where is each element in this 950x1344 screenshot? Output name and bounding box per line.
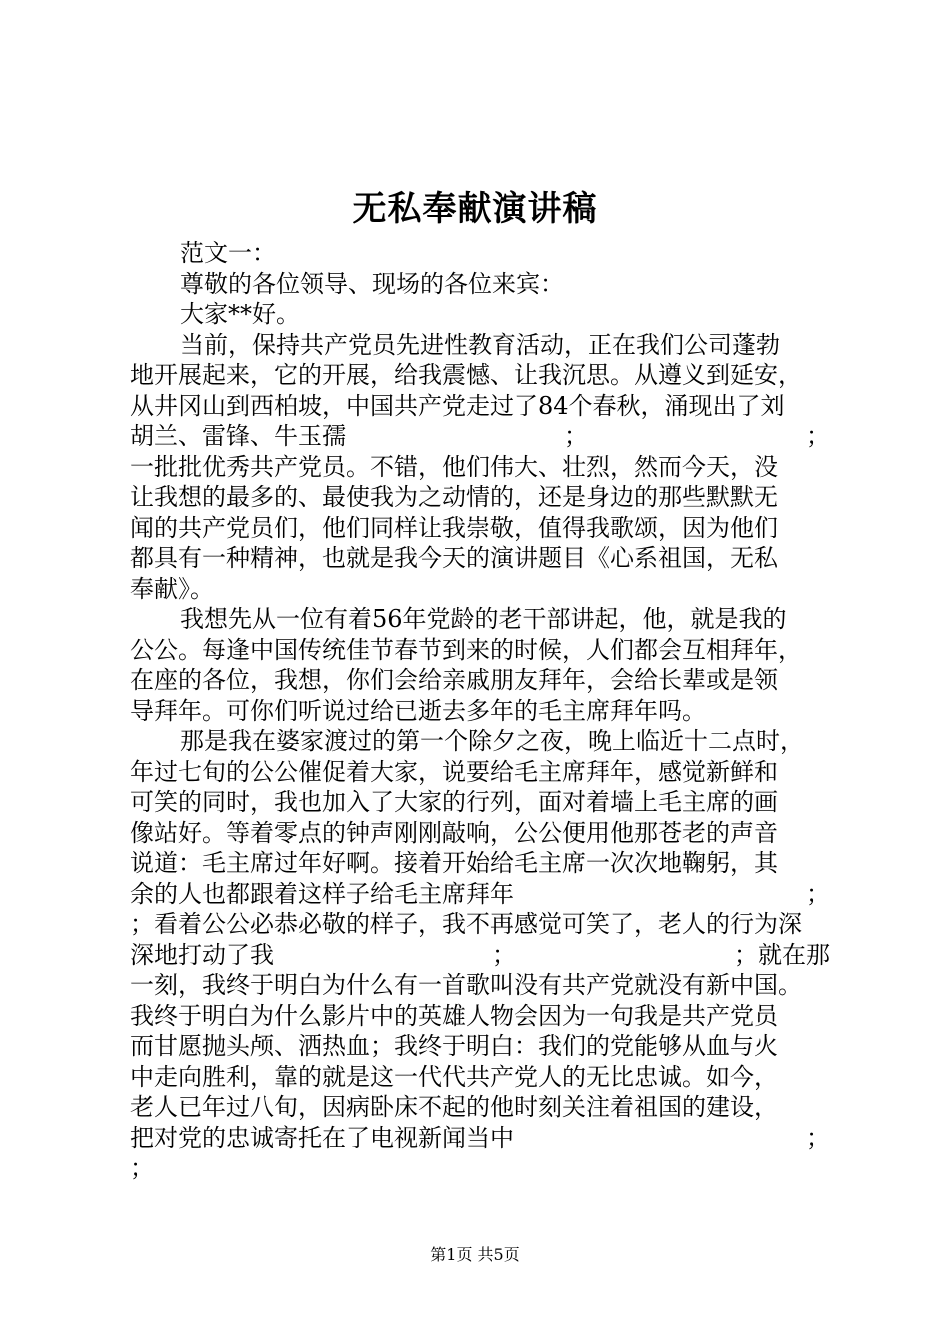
text-line: ；	[130, 1154, 154, 1182]
text-line: 说道：毛主席过年好啊。接着开始给毛主席一次次地鞠躬，其	[130, 849, 778, 877]
text-line: 地开展起来，它的开展，给我震憾、让我沉思。从遵义到延安，	[130, 361, 802, 389]
text-line: 可笑的同时，我也加入了大家的行列，面对着墙上毛主席的画	[130, 788, 778, 816]
text-line: 那是我在婆家渡过的第一个除夕之夜，晚上临近十二点时，	[180, 727, 804, 755]
page-footer: 第1页 共5页	[430, 1245, 520, 1264]
text-line: 当前，保持共产党员先进性教育活动，正在我们公司蓬勃	[180, 330, 780, 359]
text-line: 导拜年。可你们听说过给已逝去多年的毛主席拜年吗。	[130, 696, 706, 725]
text-line: 大家**好。	[180, 300, 300, 328]
text-line: 从井冈山到西柏坡，中国共产党走过了84个春秋，涌现出了刘	[130, 391, 785, 420]
text-segment: ；	[564, 422, 588, 450]
document-body	[130, 238, 830, 1184]
text-segment: ；	[806, 879, 830, 908]
text-line: 让我想的最多的、最使我为之动情的，还是身边的那些默默无	[130, 483, 778, 511]
text-line: 年过七旬的公公催促着大家，说要给毛主席拜年，感觉新鲜和	[130, 757, 778, 786]
text-line: 我终于明白为什么影片中的英雄人物会因为一句我是共产党员	[130, 1001, 778, 1030]
text-segment: 余的人也都跟着这样子给毛主席拜年	[130, 879, 514, 908]
text-segment: 胡兰、雷锋、牛玉孺	[130, 422, 346, 450]
text-line: 一刻，我终于明白为什么有一首歌叫没有共产党就没有新中国。	[130, 971, 802, 999]
text-line	[130, 1123, 830, 1154]
text-segment: 把对党的忠诚寄托在了电视新闻当中	[130, 1123, 514, 1152]
text-line: 闻的共产党员们，他们同样让我崇敬，值得我歌颂，因为他们	[130, 513, 778, 542]
text-line: 在座的各位，我想，你们会给亲戚朋友拜年，会给长辈或是领	[130, 666, 778, 694]
text-line	[130, 421, 830, 452]
text-line: 中走向胜利，靠的就是这一代代共产党人的无比忠诚。如今，	[130, 1062, 778, 1091]
document-title: 无私奉献演讲稿	[352, 189, 598, 229]
text-line: 我想先从一位有着56年党龄的老干部讲起，他，就是我的	[180, 605, 787, 633]
text-line: 范文一：	[180, 239, 276, 267]
text-segment: ；就在那	[734, 940, 830, 969]
text-segment: ；	[806, 422, 830, 450]
text-line: 而甘愿抛头颅、洒热血；我终于明白：我们的党能够从血与火	[130, 1032, 778, 1060]
text-line: 像站好。等着零点的钟声刚刚敲响，公公便用他那苍老的声音	[130, 818, 778, 847]
text-segment: 深地打动了我	[130, 940, 274, 969]
text-line: 公公。每逢中国传统佳节春节到来的时候，人们都会互相拜年，	[130, 635, 802, 664]
text-line: 一批批优秀共产党员。不错，他们伟大、壮烈，然而今天，没	[130, 452, 778, 481]
text-line: 尊敬的各位领导、现场的各位来宾：	[180, 269, 564, 298]
text-segment: ；	[806, 1123, 830, 1152]
text-segment: ；	[492, 940, 516, 969]
text-line: 都具有一种精神，也就是我今天的演讲题目《心系祖国，无私	[130, 544, 778, 572]
text-line: 老人已年过八旬，因病卧床不起的他时刻关注着祖国的建设，	[130, 1093, 778, 1121]
text-line	[130, 879, 830, 910]
text-line: 奉献》。	[130, 574, 214, 603]
text-line	[130, 940, 830, 971]
text-line: ；看着公公必恭必敬的样子，我不再感觉可笑了，老人的行为深	[130, 910, 802, 938]
